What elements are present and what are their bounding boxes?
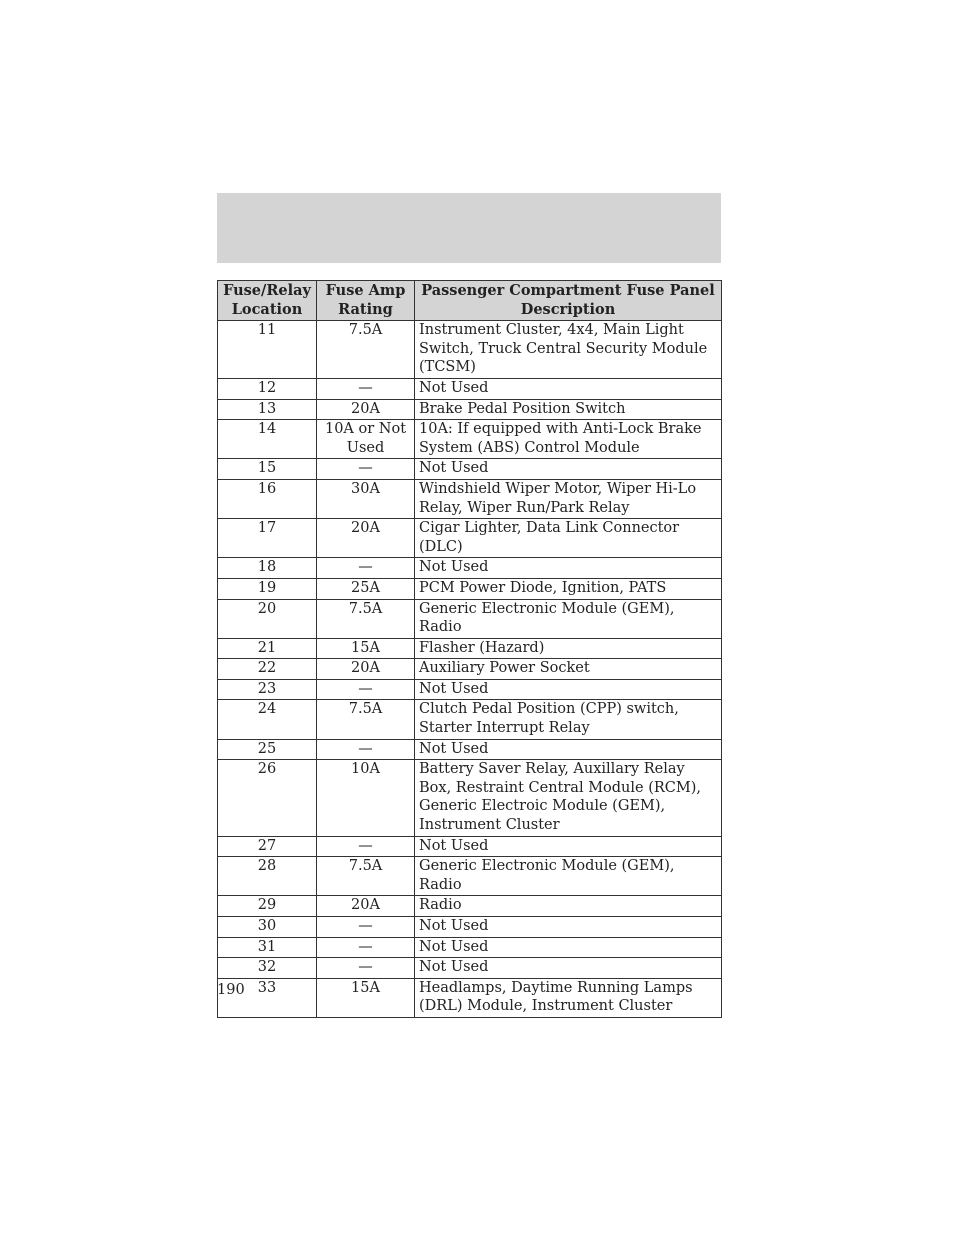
- description-cell: Windshield Wiper Motor, Wiper Hi-Lo Relay, Wiper Run/Park Relay: [415, 479, 722, 518]
- description-cell: Not Used: [415, 378, 722, 399]
- table-row: [218, 857, 722, 896]
- amp-rating-cell: 10A: [317, 760, 415, 836]
- table-row: [218, 659, 722, 680]
- table-row: [218, 558, 722, 579]
- description-cell: Not Used: [415, 937, 722, 958]
- amp-rating-cell: 7.5A: [317, 857, 415, 896]
- section-header-band: [217, 193, 721, 263]
- table-row: [218, 760, 722, 836]
- fuse-table: [217, 280, 722, 1018]
- description-cell: PCM Power Diode, Ignition, PATS: [415, 578, 722, 599]
- table-body: [218, 321, 722, 1018]
- fuse-location-cell: 21: [218, 638, 317, 659]
- table-row: [218, 700, 722, 739]
- fuse-location-cell: 16: [218, 479, 317, 518]
- description-cell: Not Used: [415, 459, 722, 480]
- fuse-location-cell: 32: [218, 958, 317, 979]
- amp-rating-cell: 20A: [317, 519, 415, 558]
- description-cell: Not Used: [415, 836, 722, 857]
- fuse-location-cell: 30: [218, 917, 317, 938]
- header-rating: Fuse Amp Rating: [317, 281, 415, 321]
- amp-rating-cell: —: [317, 958, 415, 979]
- table-row: [218, 479, 722, 518]
- description-cell: Not Used: [415, 679, 722, 700]
- header-description: Passenger Compartment Fuse Panel Description: [415, 281, 722, 321]
- fuse-location-cell: 20: [218, 599, 317, 638]
- amp-rating-cell: —: [317, 378, 415, 399]
- description-cell: 10A: If equipped with Anti-Lock Brake System (ABS) Control Module: [415, 420, 722, 459]
- description-cell: Auxiliary Power Socket: [415, 659, 722, 680]
- fuse-location-cell: 11: [218, 321, 317, 379]
- amp-rating-cell: 10A or Not Used: [317, 420, 415, 459]
- description-cell: Radio: [415, 896, 722, 917]
- fuse-location-cell: 28: [218, 857, 317, 896]
- table-header-row: [218, 281, 722, 321]
- fuse-location-cell: 13: [218, 399, 317, 420]
- amp-rating-cell: —: [317, 459, 415, 480]
- fuse-location-cell: 17: [218, 519, 317, 558]
- amp-rating-cell: 20A: [317, 659, 415, 680]
- table-row: [218, 638, 722, 659]
- fuse-location-cell: 31: [218, 937, 317, 958]
- page-number: 190: [217, 982, 245, 998]
- fuse-location-cell: 29: [218, 896, 317, 917]
- amp-rating-cell: 30A: [317, 479, 415, 518]
- table-row: [218, 459, 722, 480]
- amp-rating-cell: —: [317, 836, 415, 857]
- fuse-location-cell: 24: [218, 700, 317, 739]
- table-row: [218, 420, 722, 459]
- table-row: [218, 519, 722, 558]
- fuse-location-cell: 14: [218, 420, 317, 459]
- description-cell: Generic Electronic Module (GEM), Radio: [415, 857, 722, 896]
- table-row: [218, 679, 722, 700]
- table-row: [218, 599, 722, 638]
- fuse-location-cell: 18: [218, 558, 317, 579]
- amp-rating-cell: —: [317, 679, 415, 700]
- description-cell: Headlamps, Daytime Running Lamps (DRL) Module, Instrument Cluster: [415, 978, 722, 1017]
- description-cell: Battery Saver Relay, Auxillary Relay Box, Restraint Central Module (RCM), Generic Electroic Module (GEM), Instrument Cluster: [415, 760, 722, 836]
- fuse-location-cell: 26: [218, 760, 317, 836]
- amp-rating-cell: 20A: [317, 896, 415, 917]
- description-cell: Not Used: [415, 958, 722, 979]
- amp-rating-cell: —: [317, 558, 415, 579]
- amp-rating-cell: —: [317, 937, 415, 958]
- amp-rating-cell: —: [317, 917, 415, 938]
- fuse-location-cell: 12: [218, 378, 317, 399]
- description-cell: Not Used: [415, 917, 722, 938]
- description-cell: Not Used: [415, 739, 722, 760]
- header-location: Fuse/Relay Location: [218, 281, 317, 321]
- table-row: [218, 399, 722, 420]
- amp-rating-cell: 7.5A: [317, 321, 415, 379]
- description-cell: Flasher (Hazard): [415, 638, 722, 659]
- description-cell: Generic Electronic Module (GEM), Radio: [415, 599, 722, 638]
- amp-rating-cell: —: [317, 739, 415, 760]
- fuse-location-cell: 33: [218, 978, 317, 1017]
- amp-rating-cell: 7.5A: [317, 700, 415, 739]
- description-cell: Instrument Cluster, 4x4, Main Light Switch, Truck Central Security Module (TCSM): [415, 321, 722, 379]
- fuse-location-cell: 15: [218, 459, 317, 480]
- fuse-location-cell: 19: [218, 578, 317, 599]
- amp-rating-cell: 25A: [317, 578, 415, 599]
- table-row: [218, 321, 722, 379]
- description-cell: Clutch Pedal Position (CPP) switch, Starter Interrupt Relay: [415, 700, 722, 739]
- table-row: [218, 378, 722, 399]
- table-row: [218, 917, 722, 938]
- table-row: [218, 978, 722, 1017]
- description-cell: Brake Pedal Position Switch: [415, 399, 722, 420]
- table-row: [218, 937, 722, 958]
- table-row: [218, 739, 722, 760]
- fuse-location-cell: 23: [218, 679, 317, 700]
- table-row: [218, 578, 722, 599]
- amp-rating-cell: 15A: [317, 638, 415, 659]
- fuse-location-cell: 22: [218, 659, 317, 680]
- table-row: [218, 836, 722, 857]
- fuse-location-cell: 25: [218, 739, 317, 760]
- description-cell: Cigar Lighter, Data Link Connector (DLC): [415, 519, 722, 558]
- amp-rating-cell: 20A: [317, 399, 415, 420]
- table-row: [218, 958, 722, 979]
- amp-rating-cell: 15A: [317, 978, 415, 1017]
- amp-rating-cell: 7.5A: [317, 599, 415, 638]
- table-row: [218, 896, 722, 917]
- description-cell: Not Used: [415, 558, 722, 579]
- fuse-location-cell: 27: [218, 836, 317, 857]
